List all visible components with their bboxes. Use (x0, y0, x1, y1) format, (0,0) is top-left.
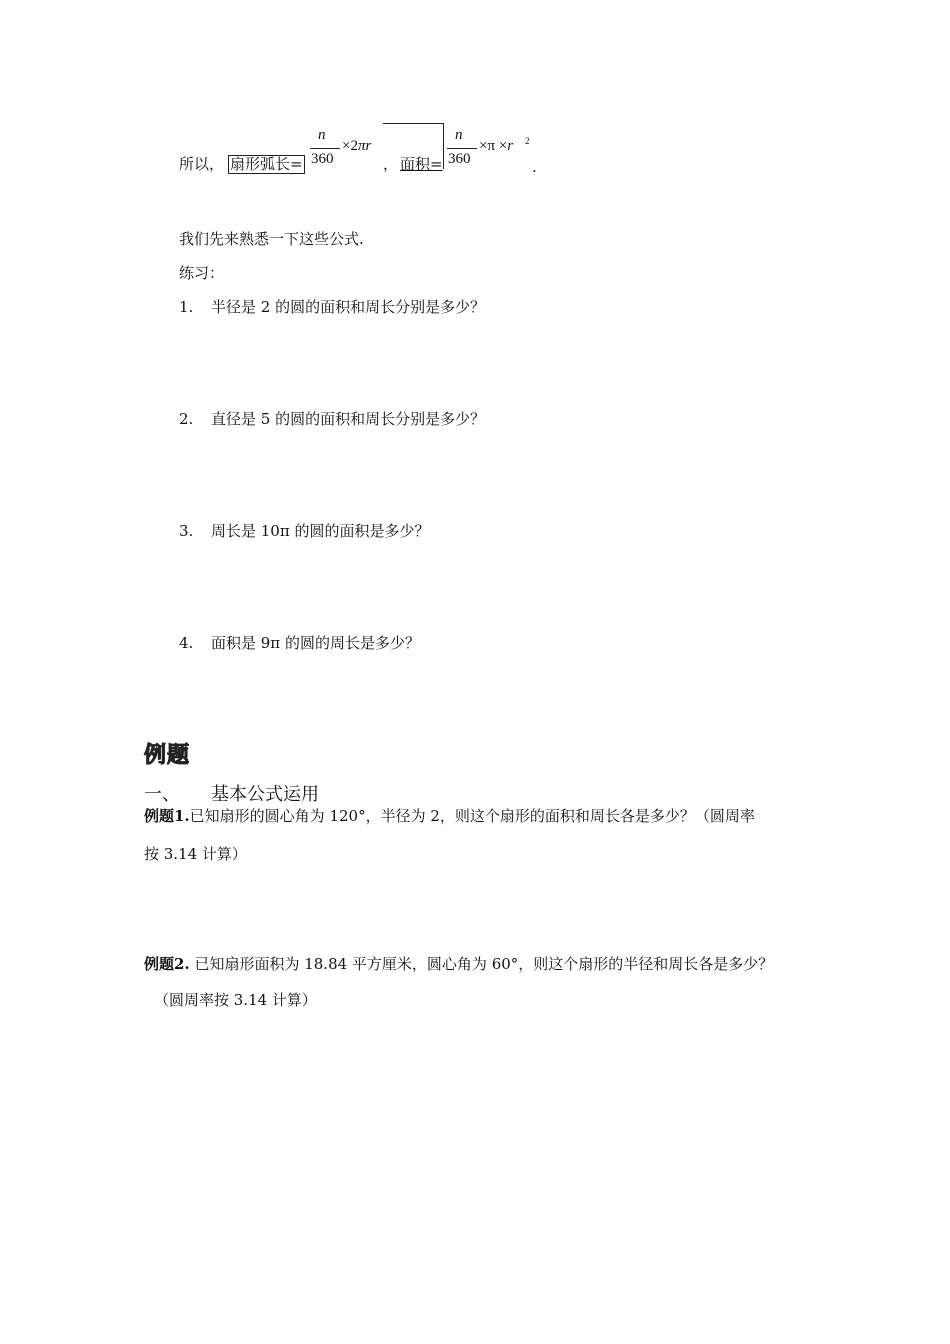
area-exponent: 2 (525, 136, 530, 146)
item-number: 2. (179, 410, 194, 428)
section-title: 例题 (144, 743, 191, 768)
area-label: 面积= (400, 155, 443, 173)
example-1-label: 例题1. (144, 807, 190, 825)
fraction1-bar (310, 148, 340, 149)
subsection-number: 一、 (144, 784, 180, 805)
formula-prefix: 所以， (179, 155, 225, 173)
item-text: 半径是 2 的圆的面积和周长分别是多少？ (211, 298, 486, 316)
fraction1-numerator: n (318, 127, 326, 143)
example-1-text-cont: 按 3.14 计算） (144, 845, 247, 863)
item-number: 3. (179, 522, 194, 540)
fraction2-denominator: 360 (448, 151, 471, 167)
arc-length-expression: ×2πr (342, 138, 372, 154)
area-expression: ×π ×r (479, 138, 514, 154)
fraction1-denominator: 360 (311, 151, 334, 167)
item-text: 直径是 5 的圆的面积和周长分别是多少？ (211, 410, 486, 428)
example-2-text-cont: （圆周率按 3.14 计算） (154, 991, 317, 1009)
fraction2-bar (447, 148, 477, 149)
item-number: 1. (179, 298, 194, 316)
item-number: 4. (179, 634, 194, 652)
example-1-text: 例题1.已知扇形的圆心角为 120°，半径为 2，则这个扇形的面积和周长各是多少？（圆周率 (144, 807, 755, 825)
example-2-label: 例题2. (144, 955, 190, 973)
item-text: 周长是 10π 的圆的面积是多少？ (211, 522, 430, 540)
fraction2-numerator: n (455, 127, 463, 143)
formula-comma: ， (383, 155, 399, 173)
formula-period: . (532, 158, 537, 176)
arc-length-label: 扇形弧长= (230, 155, 303, 173)
practice-label: 练习： (179, 264, 225, 282)
formula-frame-right (443, 123, 444, 169)
example-2-text: 例题2. 已知扇形面积为 18.84 平方厘米，圆心角为 60°，则这个扇形的半径和周长各是多少？ (144, 955, 774, 973)
intro-text: 我们先来熟悉一下这些公式. (179, 230, 364, 248)
subsection-title: 基本公式运用 (211, 784, 319, 805)
item-text: 面积是 9π 的圆的周长是多少？ (211, 634, 420, 652)
formula-frame-top (383, 123, 443, 124)
